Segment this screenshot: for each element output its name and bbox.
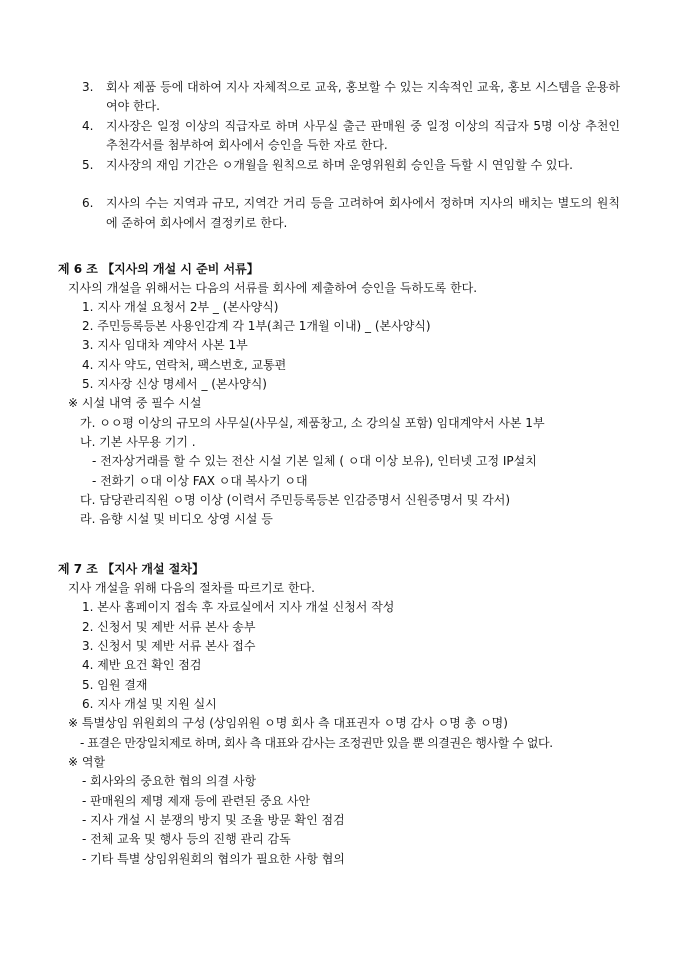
list-item-number: 6. xyxy=(82,196,94,211)
committee-vote-note: - 표결은 만장일치제로 하며, 회사 측 대표와 감사는 조정권만 있을 뿐 의결권은 행사할 수 없다. xyxy=(80,736,553,750)
article-7-step: 2. 신청서 및 제반 서류 본사 송부 xyxy=(82,620,256,634)
list-item-text: 지사장의 재임 기간은 ㅇ개월을 원칙으로 하며 운영위원회 승인을 득할 시 연임할 수 있다. xyxy=(106,157,573,172)
list-item-text: 지사장은 일정 이상의 직급자로 하며 사무실 출근 판매원 중 일정 이상의 직급자 5명 이상 추천인 추천각서를 첨부하여 회사에서 승인을 득한 자로 한다. xyxy=(106,118,620,153)
facility-note-subitem: - 전자상거래를 할 수 있는 전산 시설 기본 일체 ( ㅇ대 이상 보유), 인터넷 고정 IP설치 xyxy=(92,454,537,468)
article-7-step: 1. 본사 홈페이지 접속 후 자료실에서 지사 개설 신청서 작성 xyxy=(82,600,395,614)
article-6-item: 2. 주민등록등본 사용인감계 각 1부(최근 1개월 이내) _ (본사양식) xyxy=(82,319,431,333)
role-item: - 전체 교육 및 행사 등의 진행 관리 감독 xyxy=(82,832,291,846)
role-item: - 지사 개설 시 분쟁의 방지 및 조율 방문 확인 점검 xyxy=(82,813,345,827)
article-7-step: 5. 임원 결재 xyxy=(82,678,148,692)
article-7-intro: 지사 개설을 위해 다음의 절차를 따르기로 한다. xyxy=(68,581,315,595)
list-item-number: 5. xyxy=(82,157,94,172)
list-item xyxy=(82,117,680,156)
article-6-intro: 지사의 개설을 위해서는 다음의 서류를 회사에 제출하여 승인을 득하도록 한다. xyxy=(68,281,478,295)
facility-note-item: 다. 담당관리직원 ㅇ명 이상 (이력서 주민등록등본 인감증명서 신원증명서 및 각서) xyxy=(80,493,511,507)
facility-note-item: 나. 기본 사무용 기기 . xyxy=(80,435,196,449)
article-6-item: 5. 지사장 신상 명세서 _ (본사양식) xyxy=(82,377,267,391)
list-item-number: 4. xyxy=(82,118,94,133)
list-item-text: 회사 제품 등에 대하여 지사 자체적으로 교육, 홍보할 수 있는 지속적인 교육, 홍보 시스템을 운용하여야 한다. xyxy=(106,80,620,114)
article-7-step: 4. 제반 요건 확인 점검 xyxy=(82,658,202,672)
list-item xyxy=(82,78,680,117)
role-item: - 기타 특별 상임위원회의 협의가 필요한 사항 협의 xyxy=(82,852,345,866)
facility-note-title: ※ 시설 내역 중 필수 시설 xyxy=(68,396,202,410)
top-list xyxy=(82,78,680,233)
list-item xyxy=(82,156,680,195)
list-item-text: 지사의 수는 지역과 규모, 지역간 거리 등을 고려하여 회사에서 정하며 지사의 배치는 별도의 원칙에 준하여 회사에서 결정키로 한다. xyxy=(106,196,620,230)
facility-note-subitem: - 전화기 ㅇ대 이상 FAX ㅇ대 복사기 ㅇ대 xyxy=(92,474,308,488)
article-7-step: 6. 지사 개설 및 지원 실시 xyxy=(82,697,217,711)
article-6-heading: 제 6 조 【지사의 개설 시 준비 서류】 xyxy=(58,262,259,276)
role-item: - 판매원의 제명 제재 등에 관련된 중요 사안 xyxy=(82,794,311,808)
article-7-heading: 제 7 조 【지사 개설 절차】 xyxy=(58,562,204,576)
facility-note-item: 가. ㅇㅇ평 이상의 규모의 사무실(사무실, 제품창고, 소 강의실 포함) 임대계약서 사본 1부 xyxy=(80,416,545,430)
role-title: ※ 역할 xyxy=(68,755,106,769)
article-7-step: 3. 신청서 및 제반 서류 본사 접수 xyxy=(82,639,256,653)
article-6-item: 1. 지사 개설 요청서 2부 _ (본사양식) xyxy=(82,300,279,314)
facility-note-item: 라. 음향 시설 및 비디오 상영 시설 등 xyxy=(80,512,273,526)
role-item: - 회사와의 중요한 협의 의결 사항 xyxy=(82,774,257,788)
article-6-item: 3. 지사 임대차 계약서 사본 1부 xyxy=(82,338,248,352)
list-item-number: 3. xyxy=(82,80,94,94)
committee-note: ※ 특별상임 위원회의 구성 (상임위원 ㅇ명 회사 측 대표권자 ㅇ명 감사 ㅇ명 총 ㅇ명) xyxy=(68,716,508,730)
article-6-item: 4. 지사 약도, 연락처, 팩스번호, 교통편 xyxy=(82,358,287,372)
list-item xyxy=(82,194,680,233)
